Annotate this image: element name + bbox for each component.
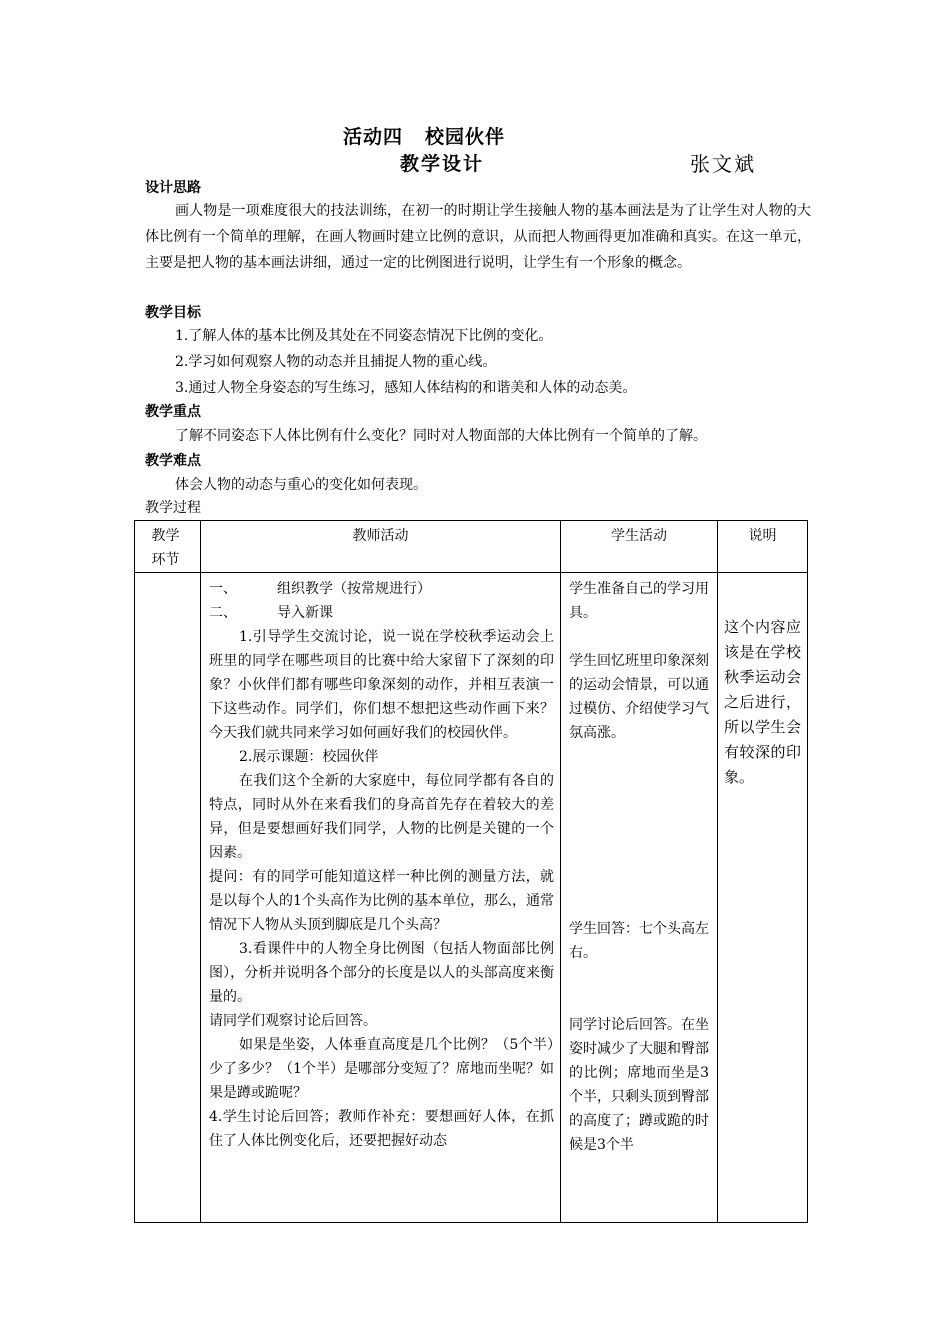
step-2-text: 导入新课	[277, 605, 333, 621]
teacher-activity-cell	[201, 573, 561, 1223]
objective-item-2: 2.学习如何观察人物的动态并且捕捉人物的重心线。	[175, 354, 497, 370]
teacher-paragraph-6: 请同学们观察讨论后回答。	[209, 1013, 377, 1029]
header-note: 说明	[718, 521, 808, 573]
header-teacher: 教师活动	[201, 521, 561, 573]
document-title	[343, 122, 505, 149]
student-item-1: 学生准备自己的学习用具。	[569, 581, 709, 621]
objective-item-1: 1.了解人体的基本比例及其处在不同姿态情况下比例的变化。	[175, 328, 553, 344]
teacher-step-2	[209, 601, 554, 625]
teacher-step-1	[209, 577, 554, 601]
title-part2: 校园伙伴	[425, 126, 506, 148]
author-name: 张文斌	[690, 152, 756, 176]
objective-item-3: 3.通过人物全身姿态的写生练习，感知人体结构的和谐美和人体的动态美。	[175, 380, 637, 396]
teacher-paragraph-8: 4.学生讨论后回答；教师作补充：要想画好人体，在抓住了人体比例变化后，还要把握好动态	[209, 1109, 554, 1149]
document-subtitle: 教学设计	[400, 153, 485, 175]
heading-key-points: 教学重点	[145, 404, 201, 420]
title-part1: 活动四	[343, 126, 404, 148]
note-cell	[718, 573, 808, 1223]
student-activity-cell	[561, 573, 718, 1223]
step-1-num: 一、	[209, 581, 237, 597]
teacher-paragraph-5: 3.看课件中的人物全身比例图（包括人物面部比例图），分析并说明各个部分的长度是以人的头部高度来衡量的。	[209, 941, 554, 1005]
student-item-3: 学生回答：七个头高左右。	[569, 921, 709, 961]
difficulties-body: 体会人物的动态与重心的变化如何表现。	[175, 477, 427, 493]
header-stage	[135, 521, 201, 573]
step-2-num: 二、	[209, 605, 237, 621]
step-1-text: 组织教学（按常规进行）	[277, 581, 431, 597]
teacher-paragraph-2: 2.展示课题：校园伙伴	[239, 749, 379, 765]
teacher-paragraph-7: 如果是坐姿，人体垂直高度是几个比例？（5个半）少了多少？（1个半）是哪部分变短了？席地而坐呢？如果是蹲或跪呢？	[209, 1037, 554, 1101]
table-header-row	[135, 521, 808, 573]
process-table	[134, 520, 808, 1223]
key-points-body: 了解不同姿态下人体比例有什么变化？同时对人物面部的大体比例有一个简单的了解。	[175, 428, 707, 444]
heading-objectives: 教学目标	[145, 305, 201, 321]
process-label: 教学过程	[145, 500, 201, 516]
student-item-2: 学生回忆班里印象深刻的运动会情景，可以通过模仿、介绍使学习气氛高涨。	[569, 653, 709, 741]
teacher-paragraph-3: 在我们这个全新的大家庭中，每位同学都有各自的特点，同时从外在来看我们的身高首先存在着较大的差异，但是要想画好我们同学，人物的比例是关键的一个因素。	[209, 773, 554, 861]
table-row	[135, 573, 808, 1223]
teacher-paragraph-4: 提问：有的同学可能知道这样一种比例的测量方法，就是以每个人的1个头高作为比例的基本单位，那么，通常情况下人物从头顶到脚底是几个头高？	[209, 869, 554, 933]
heading-design-idea: 设计思路	[145, 180, 201, 196]
note-text: 这个内容应该是在学校秋季运动会之后进行，所以学生会有较深的印象。	[724, 618, 801, 786]
student-item-4: 同学讨论后回答。在坐姿时减少了大腿和臀部的比例；席地而坐是3个半，只剩头顶到臀部的高度了；蹲或跪的时候是3个半	[569, 1017, 709, 1153]
header-student: 学生活动	[561, 521, 718, 573]
teacher-paragraph-1: 1.引导学生交流讨论，说一说在学校秋季运动会上班里的同学在哪些项目的比赛中给大家留下了深刻的印象？小伙伴们都有哪些印象深刻的动作，并相互表演一下这些动作。同学们，你们想不想把这些动作画下来？今天我们就共同来学习如何画好我们的校园伙伴。	[209, 629, 554, 741]
design-idea-body: 画人物是一项难度很大的技法训练，在初一的时期让学生接触人物的基本画法是为了让学生对人物的大体比例有一个简单的理解，在画人物画时建立比例的意识，从而把人物画得更加准确和真实。在这一单元，主要是把人物的基本画法讲细，通过一定的比例图进行说明，让学生有一个形象的概念。	[145, 203, 811, 271]
stage-cell	[135, 573, 201, 1223]
heading-difficulties: 教学难点	[145, 453, 201, 469]
header-stage-label: 教学环节	[151, 528, 180, 568]
